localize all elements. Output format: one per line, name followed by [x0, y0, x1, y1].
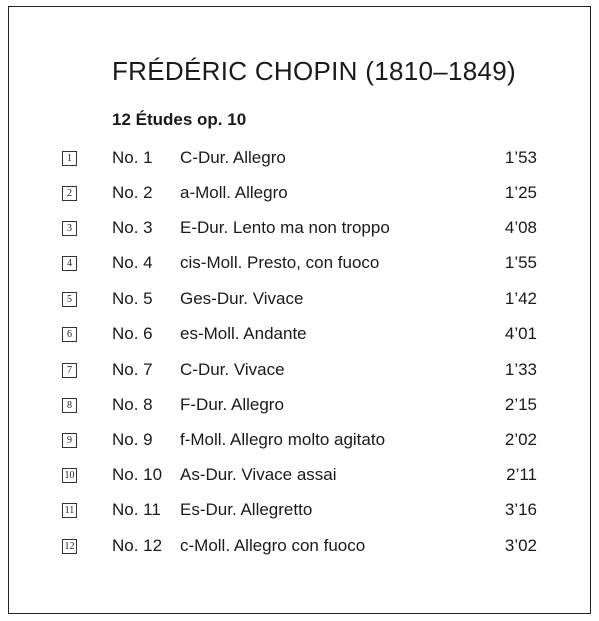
track-number-box: 10	[62, 468, 77, 483]
etude-title: cis-Moll. Presto, con fuoco	[180, 253, 380, 272]
track-row	[0, 392, 599, 420]
track-duration: 1’33	[504, 360, 537, 379]
track-duration: 1’55	[504, 253, 537, 272]
track-number-box: 2	[62, 186, 77, 201]
etude-number: No. 12	[112, 536, 163, 555]
etude-number: No. 7	[112, 360, 153, 379]
track-duration: 1’25	[504, 183, 537, 202]
track-duration: 2’02	[504, 430, 537, 449]
track-duration: 3’02	[504, 536, 537, 555]
track-number-box: 5	[62, 292, 77, 307]
etude-title: es-Moll. Andante	[180, 324, 307, 343]
etude-number: No. 5	[112, 289, 153, 308]
track-number-box: 7	[62, 363, 77, 378]
etude-title: f-Moll. Allegro molto agitato	[180, 430, 386, 449]
track-duration: 2’15	[504, 395, 537, 414]
track-number-box: 8	[62, 398, 77, 413]
etude-number: No. 9	[112, 430, 153, 449]
track-number-box: 11	[62, 503, 77, 518]
etude-title: C-Dur. Vivace	[180, 360, 285, 379]
etude-number: No. 10	[112, 465, 163, 484]
track-row	[0, 321, 599, 349]
track-duration: 4’01	[504, 324, 537, 343]
track-row	[0, 286, 599, 314]
track-row	[0, 357, 599, 385]
etude-number: No. 8	[112, 395, 153, 414]
etude-number: No. 2	[112, 183, 153, 202]
track-duration: 4’08	[504, 218, 537, 237]
etude-title: Ges-Dur. Vivace	[180, 289, 304, 308]
etude-number: No. 11	[112, 500, 161, 519]
track-row	[0, 497, 599, 525]
etude-title: c-Moll. Allegro con fuoco	[180, 536, 366, 555]
track-number-box: 6	[62, 327, 77, 342]
etude-number: No. 1	[112, 148, 153, 167]
etude-title: F-Dur. Allegro	[180, 395, 284, 414]
track-row	[0, 145, 599, 173]
track-duration: 3’16	[504, 500, 537, 519]
track-duration: 2’11	[506, 465, 537, 484]
track-duration: 1’42	[504, 289, 537, 308]
track-duration: 1’53	[504, 148, 537, 167]
track-number-box: 12	[62, 539, 77, 554]
track-number-box: 4	[62, 256, 77, 271]
track-row	[0, 180, 599, 208]
etude-title: a-Moll. Allegro	[180, 183, 288, 202]
track-number-box: 9	[62, 433, 77, 448]
etude-number: No. 6	[112, 324, 153, 343]
etude-title: C-Dur. Allegro	[180, 148, 286, 167]
track-row	[0, 533, 599, 561]
etude-number: No. 3	[112, 218, 153, 237]
track-row	[0, 215, 599, 243]
etude-number: No. 4	[112, 253, 153, 272]
track-row	[0, 250, 599, 278]
work-title: 12 Études op. 10	[112, 110, 247, 129]
etude-title: As-Dur. Vivace assai	[180, 465, 337, 484]
track-row	[0, 427, 599, 455]
track-number-box: 3	[62, 221, 77, 236]
etude-title: Es-Dur. Allegretto	[180, 500, 313, 519]
composer-heading: FRÉDÉRIC CHOPIN (1810–1849)	[112, 56, 517, 86]
track-row	[0, 462, 599, 490]
track-number-box: 1	[62, 151, 77, 166]
etude-title: E-Dur. Lento ma non troppo	[180, 218, 390, 237]
